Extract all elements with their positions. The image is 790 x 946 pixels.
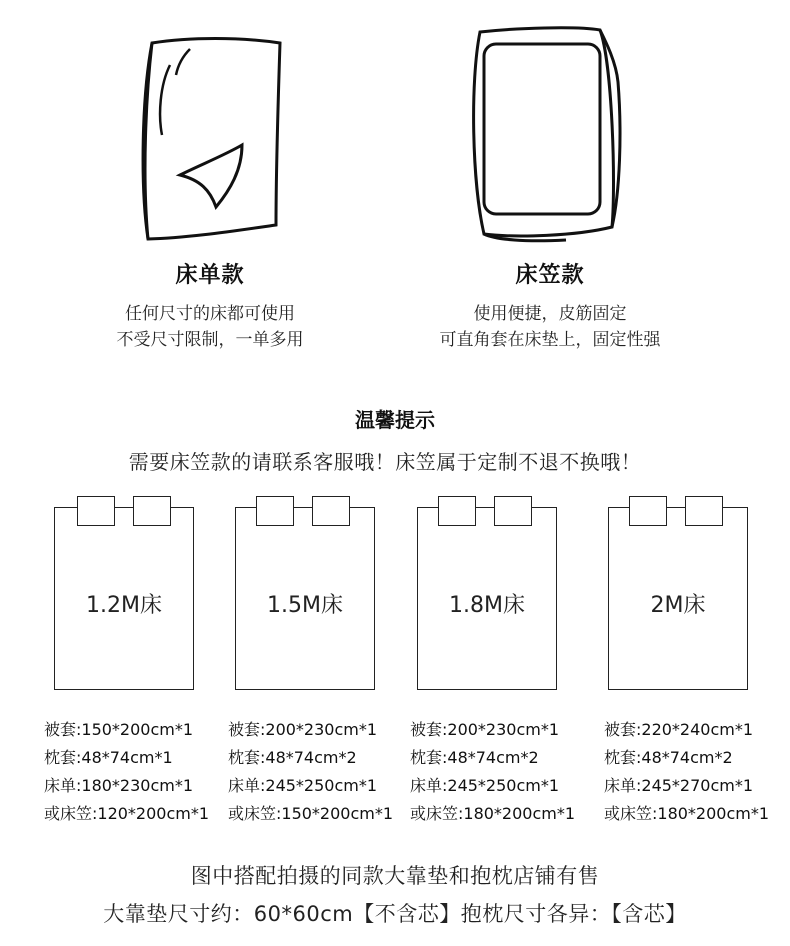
spec-fitted: 或床笠:150*200cm*1 (228, 804, 394, 823)
bed-1-5m (235, 507, 375, 690)
spec-sheet: 床单:245*250cm*1 (410, 776, 560, 795)
spec-duvet: 被套:200*230cm*1 (410, 720, 560, 739)
bed-label: 1.8M床 (449, 593, 525, 618)
tips-text: 需要床笠款的请联系客服哦！床笠属于定制不退不换哦！ (128, 450, 642, 474)
pillow-icon (256, 496, 294, 526)
spec-pillowcase: 枕套:48*74cm*1 (44, 748, 173, 767)
footer-line-1: 图中搭配拍摄的同款大靠垫和抱枕店铺有售 (190, 864, 600, 888)
bed-label: 2M床 (650, 593, 706, 618)
spec-sheet: 床单:245*270cm*1 (604, 776, 754, 795)
spec-duvet: 被套:220*240cm*1 (604, 720, 754, 739)
flat-sheet-icon (130, 35, 290, 250)
bed-1-8m (417, 507, 557, 690)
spec-fitted: 或床笠:180*200cm*1 (410, 804, 576, 823)
pillow-icon (312, 496, 350, 526)
bed-2m (608, 507, 748, 690)
spec-duvet: 被套:150*200cm*1 (44, 720, 194, 739)
flat-sheet-desc-1: 任何尺寸的床都可使用 (125, 304, 295, 324)
specs-1-5m (228, 716, 393, 828)
fitted-sheet-icon (466, 22, 626, 247)
fitted-sheet-title: 床笠款 (515, 263, 585, 288)
spec-sheet: 床单:180*230cm*1 (44, 776, 194, 795)
pillow-icon (438, 496, 476, 526)
bed-1-2m (54, 507, 194, 690)
spec-sheet: 床单:245*250cm*1 (228, 776, 378, 795)
pillow-icon (133, 496, 171, 526)
footer-line-2: 大靠垫尺寸约：60*60cm【不含芯】抱枕尺寸各异：【含芯】 (103, 902, 687, 926)
spec-fitted: 或床笠:180*200cm*1 (604, 804, 770, 823)
flat-sheet-section (80, 258, 340, 353)
fitted-sheet-desc-1: 使用便捷，皮筋固定 (473, 304, 627, 324)
flat-sheet-title: 床单款 (175, 263, 245, 288)
pillow-icon (77, 496, 115, 526)
spec-duvet: 被套:200*230cm*1 (228, 720, 378, 739)
bed-label: 1.5M床 (267, 593, 343, 618)
fitted-sheet-section (410, 258, 690, 353)
bed-label: 1.2M床 (86, 593, 162, 618)
specs-1-2m (44, 716, 209, 828)
fitted-sheet-desc-2: 可直角套在床垫上，固定性强 (439, 330, 661, 350)
spec-fitted: 或床笠:120*200cm*1 (44, 804, 210, 823)
spec-pillowcase: 枕套:48*74cm*2 (228, 748, 357, 767)
pillow-icon (629, 496, 667, 526)
spec-pillowcase: 枕套:48*74cm*2 (604, 748, 733, 767)
specs-2m (604, 716, 769, 828)
spec-pillowcase: 枕套:48*74cm*2 (410, 748, 539, 767)
tips-title: 温馨提示 (355, 408, 435, 432)
specs-1-8m (410, 716, 575, 828)
pillow-icon (494, 496, 532, 526)
pillow-icon (685, 496, 723, 526)
flat-sheet-desc-2: 不受尺寸限制，一单多用 (116, 330, 304, 350)
